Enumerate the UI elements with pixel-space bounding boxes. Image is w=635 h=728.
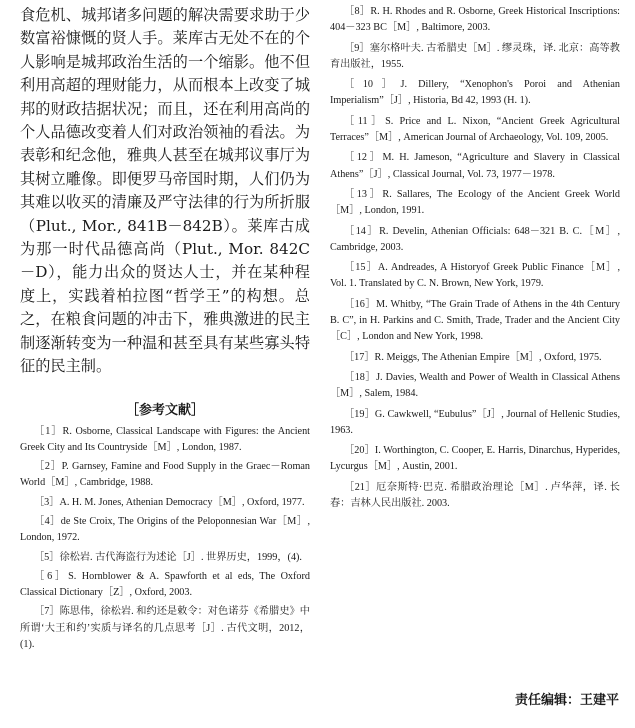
reference-item: ［11］S. Price and L. Nixon, “Ancient Greek Agricultural Terraces”［M］, American Journal of Archaeology, Vol. 109, 2005. — [330, 115, 620, 144]
reference-item: ［8］R. H. Rhodes and R. Osborne, Greek Historical Inscriptions: 404－323 BC［M］, Baltimore, 2003. — [330, 6, 620, 34]
reference-item: ［18］J. Davies, Wealth and Power of Wealth in Classical Athens［M］, Salem, 1984. — [330, 371, 620, 400]
reference-item: ［20］I. Worthington, C. Cooper, E. Harris, Dinarchus, Hyperides, Lycurgus［M］, Austin, 2001. — [330, 445, 620, 473]
reference-item: ［21］厄奈斯特·巴克. 希腊政治理论［M］. 卢华萍，译. 长春：吉林人民出版社. 2003. — [330, 481, 620, 510]
reference-item: ［17］R. Meiggs, The Athenian Empire［M］, Oxford, 1975. — [344, 351, 602, 363]
references-heading: ［参考文献］ — [125, 402, 204, 418]
reference-item: ［16］M. Whitby, “The Grain Trade of Athens in the 4th Century B. C”, in H. Parkins and C. Smith, Trade, Trader and the Ancient City［C］, London and New York, 1998. — [330, 298, 620, 343]
responsible-editor: 责任编辑：王建平 — [514, 693, 619, 708]
reference-item: ［3］A. H. M. Jones, Athenian Democracy［M］, Oxford, 1977. — [34, 496, 305, 508]
reference-item: ［5］徐松岩. 古代海盗行为述论［J］. 世界历史，1999，(4). — [34, 551, 302, 563]
reference-item: ［9］塞尔格叶夫. 古希腊史［M］. 缪灵珠，译. 北京：高等教育出版社，1955. — [330, 42, 620, 70]
reference-item: ［19］G. Cawkwell, “Eubulus”［J］, Journal of Hellenic Studies, 1963. — [330, 408, 620, 436]
references-list-right — [330, 4, 620, 512]
reference-item: ［4］de Ste Croix, The Origins of the Peloponnesian War［M］, London, 1972. — [20, 515, 310, 544]
reference-item: ［10］J. Dillery, “Xenophon's Poroi and Athenian Imperialism”［J］, Historia, Bd 42, 1993 (H. 1). — [330, 79, 620, 107]
body-paragraph: 食危机、城邦诸多问题的解决需要求助于少数富裕慷慨的贤人手。莱库古无处不在的个人影响是城邦政治生活的一个缩影。他不但利用高超的理财能力，从而根本上改变了城邦的财政拮据状况；而且，还在利用高尚的个人品德改变着人们对政治领袖的看法。为表彰和纪念他，雅典人甚至在城邦议事厅为其树立雕像。即便罗马帝国时期，人们仍为其难以收买的清廉及严守法律的行为所折服（Plut., Mor., 841B－842B）。莱库古成为那一时代品德高尚（Plut., Mor. 842C－D），能力出众的贤达人士，并在某种程度上，实践着柏拉图“哲学王”的构想。总之，在粮食问题的冲击下，雅典激进的民主制逐渐转变为一种温和甚至具有某些寡头特征的民主制。 — [20, 6, 310, 376]
reference-item: ［14］R. Develin, Athenian Officials: 648－321 B. C.［M］, Cambridge, 2003. — [330, 225, 620, 253]
reference-item: ［6］S. Hornblower & A. Spawforth et al eds, The Oxford Classical Dictionary［Z］, Oxford, 2003. — [20, 570, 310, 599]
reference-item: ［12］M. H. Jameson, “Agriculture and Slavery in Classical Athens”［J］, Classical Journal, Vol. 73, 1977－1978. — [330, 152, 620, 180]
reference-item: ［7］陈思伟，徐松岩. 和约还是敕令：对色诺芬《希腊史》中所谓‘大王和约’实质与译名的几点思考［J］. 古代文明，2012，(1). — [20, 606, 310, 651]
left-column — [20, 4, 310, 656]
reference-item: ［13］R. Sallares, The Ecology of the Ancient Greek World［M］, London, 1991. — [330, 188, 620, 217]
reference-item: ［1］R. Osborne, Classical Landscape with Figures: the Ancient Greek City and Its Countryside［M］, London, 1987. — [20, 425, 310, 453]
reference-item: ［2］P. Garnsey, Famine and Food Supply in the Graec－Roman World［M］, Cambridge, 1988. — [20, 461, 310, 489]
reference-item: ［15］A. Andreades, A Historyof Greek Public Finance［M］, Vol. 1. Translated by C. N. Brown, New York, 1979. — [330, 262, 620, 290]
references-list-left — [20, 424, 310, 654]
right-column — [330, 4, 620, 516]
